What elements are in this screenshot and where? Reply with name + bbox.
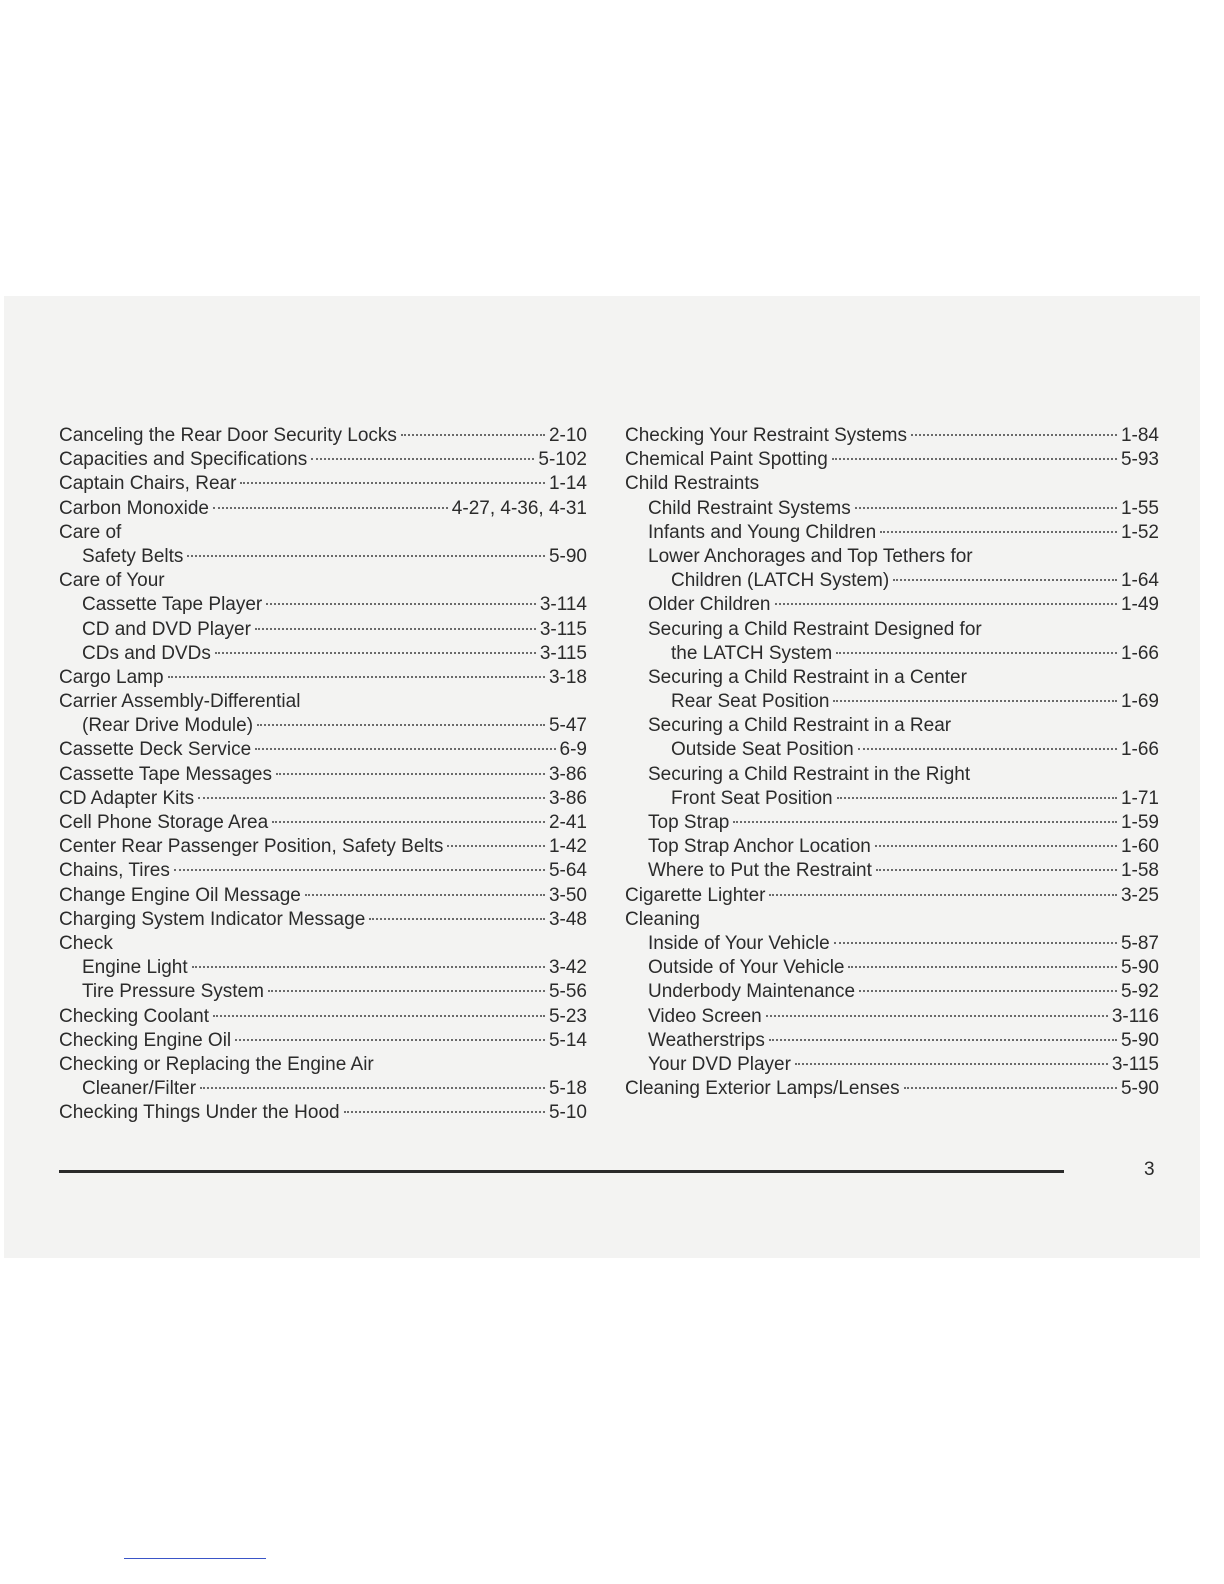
index-entry <box>59 593 587 617</box>
index-page-ref: 1-52 <box>1120 521 1159 543</box>
index-entry <box>625 569 1159 593</box>
index-term: Carbon Monoxide <box>59 497 209 519</box>
index-term: Where to Put the Restraint <box>648 860 872 882</box>
index-entry <box>59 787 587 811</box>
footer-rule <box>59 1170 1064 1173</box>
index-page-ref: 3-114 <box>539 594 587 616</box>
dot-leader <box>833 700 1117 702</box>
index-page-ref: 3-18 <box>548 666 587 688</box>
dot-leader <box>858 748 1117 750</box>
dot-leader <box>911 434 1117 436</box>
index-page-ref: 5-47 <box>548 715 587 737</box>
index-page-ref: 1-84 <box>1120 425 1159 446</box>
index-page-ref: 2-41 <box>548 812 587 833</box>
index-page-ref: 5-90 <box>1120 1078 1159 1100</box>
index-term: (Rear Drive Module) <box>82 715 254 737</box>
index-term: Care of Your <box>59 570 165 592</box>
index-term: Top Strap Anchor Location <box>648 836 871 858</box>
index-page-ref: 5-56 <box>548 981 587 1003</box>
index-entry <box>59 932 587 956</box>
index-entry <box>625 618 1159 642</box>
index-entry <box>625 690 1159 714</box>
index-term: CDs and DVDs <box>82 642 211 664</box>
index-entry <box>625 642 1159 666</box>
index-term: Checking Coolant <box>59 1005 209 1027</box>
dot-leader <box>769 894 1117 896</box>
index-entry <box>625 545 1159 569</box>
index-page-ref: 5-102 <box>538 449 587 471</box>
index-page-ref: 1-66 <box>1120 739 1159 761</box>
dot-leader <box>832 458 1117 460</box>
dot-leader <box>215 652 536 654</box>
page-number: 3 <box>1144 1159 1155 1180</box>
index-entry <box>625 859 1159 883</box>
index-term: Securing a Child Restraint in a Rear <box>648 715 952 737</box>
index-entry <box>59 448 587 472</box>
index-term: Tire Pressure System <box>82 981 264 1003</box>
index-term: CD Adapter Kits <box>59 787 195 809</box>
index-entry <box>59 980 587 1004</box>
index-entry <box>625 956 1159 980</box>
dot-leader <box>276 773 545 775</box>
index-entry <box>59 1077 587 1101</box>
index-entry <box>59 666 587 690</box>
index-entry <box>625 787 1159 811</box>
index-page-ref: 5-14 <box>548 1029 587 1051</box>
index-term: Front Seat Position <box>671 787 833 809</box>
index-entry <box>625 763 1159 787</box>
index-entry <box>59 835 587 859</box>
index-column-right <box>625 424 1159 1101</box>
index-term: Weatherstrips <box>648 1029 765 1051</box>
index-page-ref: 1-42 <box>548 836 587 858</box>
index-page-ref: 3-115 <box>539 618 587 640</box>
index-entry <box>59 884 587 908</box>
index-entry <box>625 884 1159 908</box>
index-entry <box>625 714 1159 738</box>
dot-leader <box>268 990 545 992</box>
dot-leader <box>255 748 555 750</box>
index-page-ref: 5-92 <box>1120 981 1159 1003</box>
index-term: Inside of Your Vehicle <box>648 932 830 954</box>
index-entry <box>59 859 587 883</box>
index-page-ref: 5-90 <box>1120 957 1159 979</box>
dot-leader <box>200 1087 545 1089</box>
index-entry <box>625 593 1159 617</box>
dot-leader <box>235 1039 545 1041</box>
index-page-ref: 6-9 <box>559 739 587 761</box>
index-term: Capacities and Specifications <box>59 449 308 471</box>
dot-leader <box>733 821 1117 823</box>
index-entry <box>59 956 587 980</box>
index-term: Securing a Child Restraint in the Right <box>648 763 971 785</box>
dot-leader <box>401 434 545 436</box>
index-page-ref: 1-64 <box>1120 570 1159 592</box>
dot-leader <box>904 1087 1117 1089</box>
index-term: Safety Belts <box>82 545 184 567</box>
index-term: Cleaning <box>625 908 700 930</box>
dot-leader <box>240 482 545 484</box>
index-term: Change Engine Oil Message <box>59 884 301 906</box>
index-entry <box>625 980 1159 1004</box>
index-entry <box>59 714 587 738</box>
index-page-ref: 1-59 <box>1120 812 1159 833</box>
dot-leader <box>834 942 1117 944</box>
index-entry <box>59 1005 587 1029</box>
index-entry <box>59 545 587 569</box>
dot-leader <box>192 966 545 968</box>
index-term: the LATCH System <box>671 642 833 664</box>
dot-leader <box>893 579 1117 581</box>
index-page-ref: 5-10 <box>548 1102 587 1124</box>
index-term: Underbody Maintenance <box>648 981 856 1003</box>
dot-leader <box>213 1015 545 1017</box>
index-page-ref: 3-115 <box>539 642 587 664</box>
dot-leader <box>837 797 1117 799</box>
index-term: Child Restraint Systems <box>648 497 851 519</box>
index-entry <box>59 763 587 787</box>
index-term: Cassette Tape Player <box>82 594 263 616</box>
index-page-ref: 3-42 <box>548 957 587 979</box>
index-term: Checking Engine Oil <box>59 1029 232 1051</box>
index-term: Lower Anchorages and Top Tethers for <box>648 545 973 567</box>
index-page-ref: 3-86 <box>548 787 587 809</box>
index-term: Securing a Child Restraint in a Center <box>648 666 967 688</box>
index-page-ref: 1-60 <box>1120 836 1159 858</box>
index-entry <box>625 1053 1159 1077</box>
index-entry <box>59 569 587 593</box>
index-term: Outside Seat Position <box>671 739 854 761</box>
dot-leader <box>272 821 545 823</box>
dot-leader <box>795 1063 1108 1065</box>
index-entry <box>625 472 1159 496</box>
index-page-ref: 4-27, 4-36, 4-31 <box>451 497 587 519</box>
index-term: Checking or Replacing the Engine Air <box>59 1053 374 1075</box>
dot-leader <box>255 628 536 630</box>
dot-leader <box>880 531 1117 533</box>
index-term: Older Children <box>648 594 771 616</box>
index-term: Cleaner/Filter <box>82 1078 197 1100</box>
index-term: Outside of Your Vehicle <box>648 957 845 979</box>
bottom-link-underline <box>124 1558 266 1559</box>
index-entry <box>625 666 1159 690</box>
index-page-ref: 1-66 <box>1120 642 1159 664</box>
index-term: Cassette Deck Service <box>59 739 252 761</box>
index-term: Cleaning Exterior Lamps/Lenses <box>625 1078 900 1100</box>
dot-leader <box>198 797 545 799</box>
dot-leader <box>266 603 536 605</box>
index-entry <box>625 908 1159 932</box>
index-page-ref: 1-55 <box>1120 497 1159 519</box>
index-entry <box>59 908 587 932</box>
index-term: Children (LATCH System) <box>671 570 890 592</box>
index-term: Video Screen <box>648 1005 762 1027</box>
index-page-ref: 5-90 <box>548 545 587 567</box>
dot-leader <box>766 1015 1108 1017</box>
index-page-ref: 1-69 <box>1120 691 1159 713</box>
index-page-ref: 5-93 <box>1120 449 1159 471</box>
index-entry <box>625 521 1159 545</box>
index-entry <box>625 424 1159 448</box>
index-term: Securing a Child Restraint Designed for <box>648 618 982 640</box>
index-term: Cigarette Lighter <box>625 884 766 906</box>
index-page-ref: 3-116 <box>1111 1005 1159 1027</box>
index-entry <box>59 424 587 448</box>
index-entry <box>625 1077 1159 1101</box>
dot-leader <box>257 724 545 726</box>
index-term: Canceling the Rear Door Security Locks <box>59 425 397 446</box>
index-term: Engine Light <box>82 957 188 979</box>
index-page-ref: 3-25 <box>1120 884 1159 906</box>
index-entry <box>625 448 1159 472</box>
dot-leader <box>876 869 1117 871</box>
index-term: Child Restraints <box>625 473 760 495</box>
dot-leader <box>213 507 448 509</box>
index-page-ref: 2-10 <box>548 425 587 446</box>
index-page-ref: 3-86 <box>548 763 587 785</box>
index-column-left <box>59 424 587 1125</box>
index-entry <box>59 1101 587 1125</box>
index-term: Checking Your Restraint Systems <box>625 425 907 446</box>
dot-leader <box>848 966 1116 968</box>
dot-leader <box>859 990 1117 992</box>
index-term: Chemical Paint Spotting <box>625 449 828 471</box>
index-page-ref: 1-49 <box>1120 594 1159 616</box>
index-term: Checking Things Under the Hood <box>59 1102 340 1124</box>
index-term: Carrier Assembly-Differential <box>59 691 301 713</box>
index-entry <box>59 642 587 666</box>
index-page <box>4 296 1200 1258</box>
index-entry <box>625 1029 1159 1053</box>
index-entry <box>59 690 587 714</box>
index-term: Cell Phone Storage Area <box>59 812 269 833</box>
dot-leader <box>168 676 545 678</box>
index-page-ref: 3-50 <box>548 884 587 906</box>
index-entry <box>59 472 587 496</box>
index-term: Captain Chairs, Rear <box>59 473 237 495</box>
index-entry <box>59 738 587 762</box>
index-page-ref: 5-18 <box>548 1078 587 1100</box>
index-page-ref: 3-115 <box>1111 1053 1159 1075</box>
dot-leader <box>836 652 1117 654</box>
index-term: CD and DVD Player <box>82 618 251 640</box>
index-entry <box>59 811 587 835</box>
index-entry <box>59 521 587 545</box>
index-term: Cassette Tape Messages <box>59 763 272 785</box>
dot-leader <box>447 845 545 847</box>
index-entry <box>625 497 1159 521</box>
index-page-ref: 3-48 <box>548 908 587 930</box>
index-entry <box>59 1053 587 1077</box>
dot-leader <box>875 845 1117 847</box>
index-page-ref: 5-23 <box>548 1005 587 1027</box>
dot-leader <box>769 1039 1117 1041</box>
index-term: Rear Seat Position <box>671 691 830 713</box>
index-entry <box>59 1029 587 1053</box>
dot-leader <box>775 603 1117 605</box>
index-entry <box>59 497 587 521</box>
dot-leader <box>311 458 534 460</box>
index-entry <box>625 738 1159 762</box>
index-page-ref: 1-14 <box>548 473 587 495</box>
index-entry <box>59 618 587 642</box>
index-entry <box>625 811 1159 835</box>
index-term: Check <box>59 932 113 954</box>
dot-leader <box>174 869 545 871</box>
index-page-ref: 5-87 <box>1120 932 1159 954</box>
index-term: Chains, Tires <box>59 860 170 882</box>
index-entry <box>625 1005 1159 1029</box>
index-term: Care of <box>59 521 122 543</box>
index-term: Infants and Young Children <box>648 521 877 543</box>
index-entry <box>625 932 1159 956</box>
index-page-ref: 1-71 <box>1120 787 1159 809</box>
index-term: Top Strap <box>648 812 730 833</box>
index-page-ref: 5-64 <box>548 860 587 882</box>
dot-leader <box>344 1111 545 1113</box>
index-page-ref: 5-90 <box>1120 1029 1159 1051</box>
index-term: Charging System Indicator Message <box>59 908 366 930</box>
dot-leader <box>369 918 545 920</box>
index-term: Cargo Lamp <box>59 666 164 688</box>
dot-leader <box>855 507 1117 509</box>
index-term: Your DVD Player <box>648 1053 791 1075</box>
index-page-ref: 1-58 <box>1120 860 1159 882</box>
index-entry <box>625 835 1159 859</box>
index-term: Center Rear Passenger Position, Safety Belts <box>59 836 444 858</box>
dot-leader <box>187 555 545 557</box>
dot-leader <box>305 894 545 896</box>
